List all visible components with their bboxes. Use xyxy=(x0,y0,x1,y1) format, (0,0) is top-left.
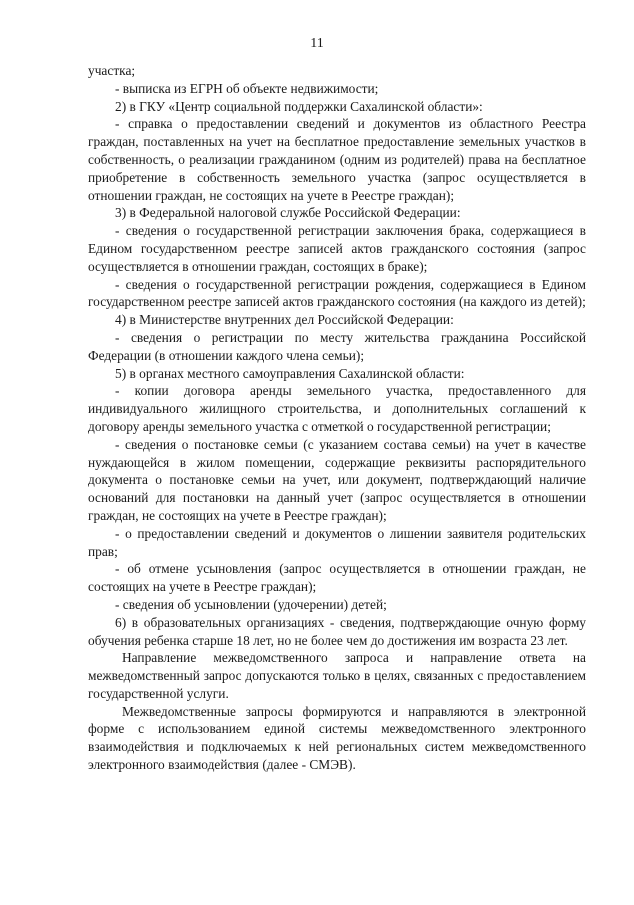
paragraph-continuation: участка; xyxy=(88,63,136,78)
section-6-heading: 6) в образовательных организациях - сведения, подтверждающие очную форму обучения ребенка старше 18 лет, но не более чем до достижения им возраста 23 лет. xyxy=(88,614,586,648)
list-item-birth-registration: - сведения о государственной регистрации рождения, содержащиеся в Едином государственном реестре записей актов гражданского состояния (на каждого из детей); xyxy=(88,276,586,310)
list-item-residence-registration: - сведения о регистрации по месту жительства гражданина Российской Федерации (в отношении каждого члена семьи); xyxy=(88,329,586,363)
list-item-adoption-cancellation: - об отмене усыновления (запрос осуществляется в отношении граждан, не состоящих на учете в Реестре граждан); xyxy=(88,561,586,595)
section-5-heading: 5) в органах местного самоуправления Сахалинской области: xyxy=(115,365,465,381)
list-item-registry-certificate: - справка о предоставлении сведений и документов из областного Реестра граждан, поставленных на учет на бесплатное предоставление земельных участков в собственность, о реализации гражданином (одним из родителей) права на бесплатное приобретение в собственность земельного участка (запрос осуществляется в отношении граждан, не состоящих на учете в Реестре граждан); xyxy=(88,116,586,203)
paragraph-smev: Межведомственные запросы формируются и направляются в электронной форме с использованием единой системы межведомственного электронного взаимодействия и подключаемых к ней региональных систем межведомственного электронного взаимодействия (далее - СМЭВ). xyxy=(88,703,586,773)
list-item-lease-agreement: - копии договора аренды земельного участка, предоставленного для индивидуального жилищного строительства, и дополнительных соглашений к договору аренды земельного участка с отметкой о государственной регистрации; xyxy=(88,383,586,434)
section-4-heading: 4) в Министерстве внутренних дел Российской Федерации: xyxy=(115,312,454,328)
list-item-family-housing-registration: - сведения о постановке семьи (с указанием состава семьи) на учет в качестве нуждающейся в жилом помещении, содержащие реквизиты распорядительного документа о постановке семьи на учет, или документ, подтверждающий наличие оснований для постановки на данный учет (запрос осуществляется в отношении граждан, не состоящих на учете в Реестре граждан); xyxy=(88,436,586,523)
section-3-heading: 3) в Федеральной налоговой службе Российской Федерации: xyxy=(115,205,461,221)
section-2-heading: 2) в ГКУ «Центр социальной поддержки Сахалинской области»: xyxy=(115,98,483,114)
list-item-adoption-info: - сведения об усыновлении (удочерении) детей; xyxy=(115,596,387,612)
paragraph-interagency-request: Направление межведомственного запроса и направление ответа на межведомственный запрос допускаются только в целях, связанных с предоставлением государственной услуги. xyxy=(88,650,586,701)
list-item-egrn-extract: - выписка из ЕГРН об объекте недвижимости; xyxy=(115,80,379,96)
page-number: 11 xyxy=(310,36,324,51)
document-body xyxy=(88,62,586,774)
list-item-parental-rights: - о предоставлении сведений и документов о лишении заявителя родительских прав; xyxy=(88,525,586,559)
list-item-marriage-registration: - сведения о государственной регистрации заключения брака, содержащиеся в Едином государственном реестре записей актов гражданского состояния (запрос осуществляется в отношении граждан, состоящих в браке); xyxy=(88,223,586,274)
